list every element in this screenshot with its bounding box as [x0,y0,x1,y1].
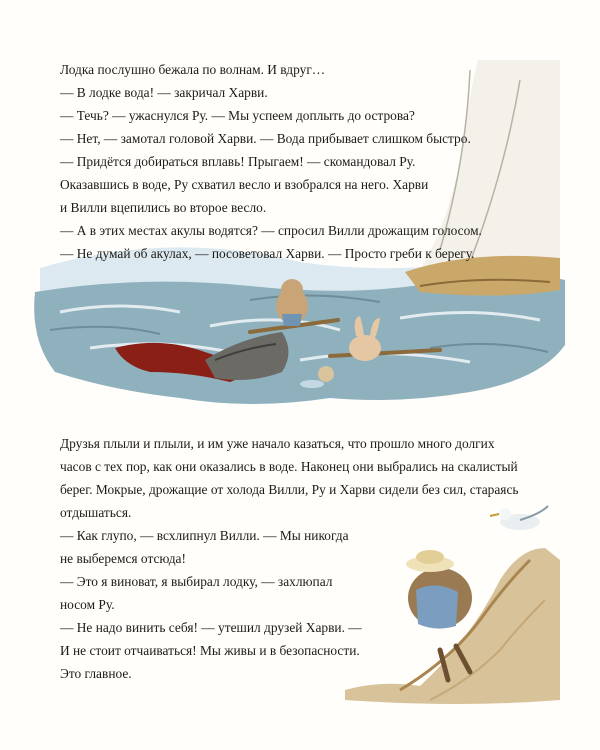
text-line: не выберемся отсюда! [60,551,186,566]
text-line: — А в этих местах акулы водятся? — спросил Вилли дрожащим голосом. [60,223,482,238]
text-line: и Вилли вцепились во второе весло. [60,200,267,215]
text-line: отдышаться. [60,505,132,520]
hedgehog-on-rock-illustration [345,506,560,704]
text-line: — Течь? — ужаснулся Ру. — Мы успеем доплыть до острова? [60,108,415,123]
text-line: часов с тех пор, как они оказались в воде. Наконец они выбрались на скалистый [60,459,518,474]
text-line: Друзья плыли и плыли, и им уже начало казаться, что прошло много долгих [60,436,495,451]
text-line: берег. Мокрые, дрожащие от холода Вилли, Ру и Харви сидели без сил, стараясь [60,482,519,497]
text-line: И не стоит отчаиваться! Мы живы и в безопасности. [60,643,360,658]
text-line: Лодка послушно бежала по волнам. И вдруг… [60,62,326,77]
text-line: — Не надо винить себя! — утешил друзей Харви. — [60,620,362,635]
text-line: — Придётся добираться вплавь! Прыгаем! — скомандовал Ру. [60,154,416,169]
text-line: — Нет, — замотал головой Харви. — Вода прибывает слишком быстро. [60,131,471,146]
text-line: — Это я виноват, я выбирал лодку, — захлюпал [60,574,333,589]
text-line: Оказавшись в воде, Ру схватил весло и взобрался на него. Харви [60,177,429,192]
text-line: — В лодке вода! — закричал Харви. [60,85,268,100]
text-line: — Как глупо, — всхлипнул Вилли. — Мы никогда [60,528,349,543]
text-line: Это главное. [60,666,132,681]
text-line: носом Ру. [60,597,115,612]
text-line: — Не думай об акулах, — посоветовал Харви. — Просто греби к берегу. [60,246,475,261]
